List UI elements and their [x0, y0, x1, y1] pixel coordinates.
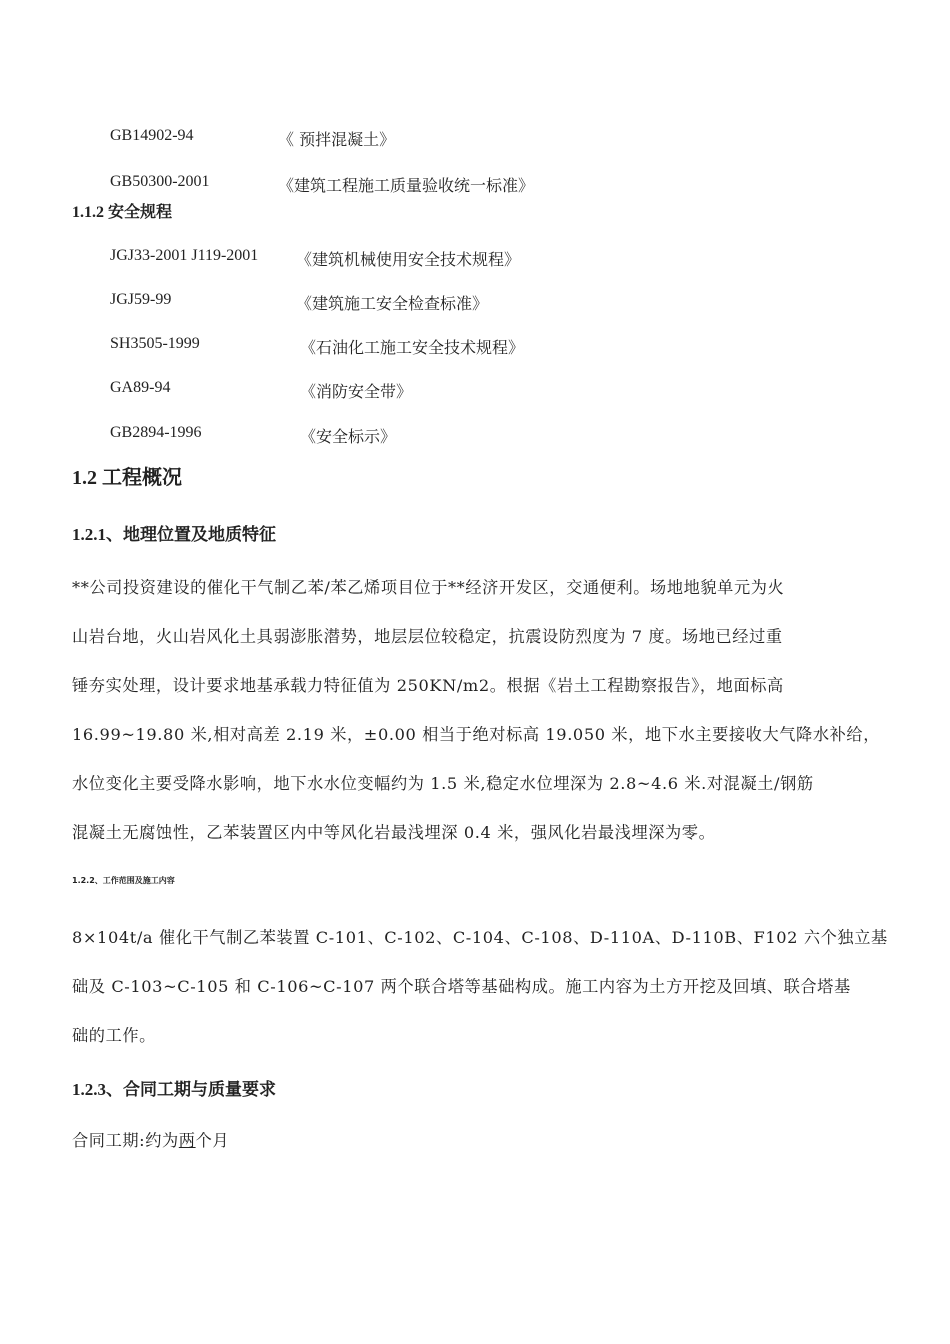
safety-title: 《建筑施工安全检查标准》 — [296, 294, 489, 313]
paragraph-line: 水位变化主要受降水影响，地下水水位变幅约为 1.5 米,稳定水位埋深为 2.8~4.6 米.对混凝土/钢筋 — [72, 774, 814, 793]
paragraph-line: 8×104t/a 催化干气制乙苯装置 C-101、C-102、C-104、C-108、D-110A、D-110B、F102 六个独立基 — [72, 928, 888, 947]
safety-title: 《消防安全带》 — [300, 382, 413, 401]
safety-code: SH3505-1999 — [110, 335, 200, 352]
paragraph-line: 山岩台地，火山岩风化土具弱澎胀潜势，地层层位较稳定，抗震设防烈度为 7 度。场地已经过重 — [72, 627, 783, 646]
scope-paragraph — [72, 924, 902, 1071]
standard-code: GB50300-2001 — [110, 173, 210, 190]
paragraph-line: 16.99~19.80 米,相对高差 2.19 米，±0.00 相当于绝对标高 19.050 米，地下水主要接收大气降水补给， — [72, 725, 880, 744]
safety-code: GA89-94 — [110, 379, 171, 396]
safety-code: GB2894-1996 — [110, 424, 202, 441]
contract-period-prefix: 合同工期:约为 — [72, 1131, 179, 1150]
standard-title: 《 预拌混凝土》 — [278, 130, 396, 149]
section-heading-1-2-3: 1.2.3、合同工期与质量要求 — [72, 1080, 276, 1099]
safety-title: 《石油化工施工安全技术规程》 — [300, 338, 525, 357]
contract-period-value: 两 — [178, 1131, 196, 1150]
section-heading-1-2-1: 1.2.1、地理位置及地质特征 — [72, 525, 276, 544]
contract-period — [72, 1131, 229, 1151]
paragraph-line: 混凝土无腐蚀性，乙苯装置区内中等风化岩最浅埋深 0.4 米，强风化岩最浅埋深为零。 — [72, 823, 716, 842]
safety-title: 《建筑机械使用安全技术规程》 — [296, 250, 521, 269]
safety-code: JGJ33-2001 J119-2001 — [110, 247, 259, 264]
overview-heading: 1.2 工程概况 — [72, 467, 182, 489]
contract-period-suffix: 个月 — [195, 1131, 230, 1150]
standard-title: 《建筑工程施工质量验收统一标准》 — [278, 176, 535, 195]
geology-paragraph — [72, 574, 902, 868]
standard-code: GB14902-94 — [110, 127, 194, 144]
paragraph-line: 础的工作。 — [72, 1026, 156, 1045]
safety-code: JGJ59-99 — [110, 291, 172, 308]
section-heading-1-2-2: 1.2.2、工作范围及施工内容 — [72, 876, 175, 885]
paragraph-line: 锤夯实处理，设计要求地基承载力特征值为 250KN/m2。根据《岩土工程勘察报告》，地面标高 — [72, 676, 784, 695]
paragraph-line: 础及 C-103~C-105 和 C-106~C-107 两个联合塔等基础构成。施工内容为土方开挖及回填、联合塔基 — [72, 977, 851, 996]
safety-title: 《安全标示》 — [300, 427, 397, 446]
safety-heading: 1.1.2 安全规程 — [72, 204, 173, 221]
paragraph-line: **公司投资建设的催化干气制乙苯/苯乙烯项目位于**经济开发区，交通便利。场地地貌单元为火 — [72, 578, 785, 597]
